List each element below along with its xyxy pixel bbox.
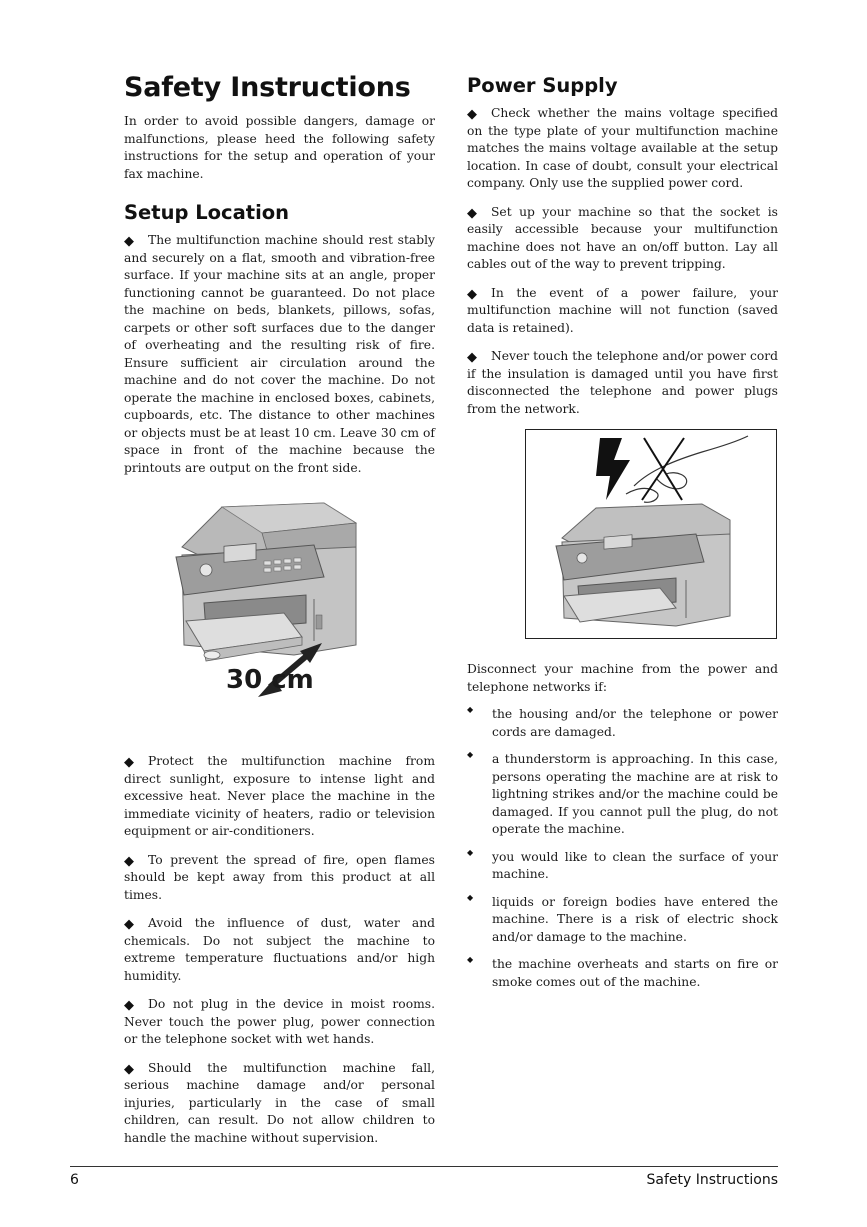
small-diamond-icon: ◆	[467, 705, 474, 714]
page-number: 6	[70, 1172, 79, 1188]
list-item	[467, 348, 778, 418]
bullet-text: Check whether the mains voltage specified on the type plate of your multifunction machine matches the mains voltage available at the setup location. In case of doubt, consult your electrical company. Only use the supplied power cord.	[467, 106, 778, 190]
diamond-bullet-icon: ◆	[124, 234, 134, 249]
sub-bullet-text: you would like to clean the surface of your machine.	[492, 849, 778, 881]
disconnect-intro: Disconnect your machine from the power and telephone networks if:	[467, 662, 778, 694]
diamond-bullet-icon: ◆	[124, 998, 134, 1013]
diamond-bullet-icon: ◆	[467, 107, 477, 122]
list-item	[124, 996, 435, 1049]
diamond-bullet-icon: ◆	[467, 350, 477, 365]
list-item	[467, 956, 778, 991]
sub-bullet-text: a thunderstorm is approaching. In this case, persons operating the machine are at risk to lightning strikes and/or the machine could be damaged. If you cannot pull the plug, do not operate the machine.	[492, 752, 778, 836]
footer-divider	[70, 1166, 778, 1167]
list-item	[467, 894, 778, 947]
sub-bullet-text: the housing and/or the telephone or power cords are damaged.	[492, 707, 778, 739]
lightning-bolt-icon	[596, 438, 630, 500]
list-item	[124, 232, 435, 477]
setup-location-heading: Setup Location	[124, 201, 290, 224]
sub-bullet-text: the machine overheats and starts on fire or smoke comes out of the machine.	[492, 957, 778, 989]
bullet-text: In the event of a power failure, your multifunction machine will not function (saved data is retained).	[467, 285, 778, 335]
lightning-printer-illustration	[526, 430, 776, 638]
list-item	[467, 105, 778, 193]
intro-paragraph: In order to avoid possible dangers, damage or malfunctions, please heed the following safety instructions for the setup and operation of your fax machine.	[124, 114, 435, 181]
bullet-text: Protect the multifunction machine from direct sunlight, exposure to intense light and excessive heat. Never place the machine in the immediate vicinity of heaters, radio or television equipment or air-conditioners.	[124, 754, 435, 838]
small-diamond-icon: ◆	[467, 955, 474, 964]
lightning-warning-figure	[525, 429, 777, 639]
bullet-text: The multifunction machine should rest stably and securely on a flat, smooth and vibration-free surface. If your machine sits at an angle, proper functioning cannot be guaranteed. Do not place the machine on beds, blankets, pillows, sofas, carpets or other soft surfaces due to the danger of overheating and the resulting risk of fire. Ensure sufficient air circulation around the machine and do not cover the machine. Do not operate the machine in enclosed boxes, cabinets, cupboards, etc. The distance to other machines or objects must be at least 10 cm. Leave 30 cm of space in front of the machine because the printouts are output on the front side.	[124, 233, 435, 475]
list-item	[467, 285, 778, 338]
small-diamond-icon: ◆	[467, 892, 474, 902]
page-title: Safety Instructions	[124, 72, 411, 103]
bullet-text: Should the multifunction machine fall, serious machine damage and/or personal injuries, particularly in the case of small children, can result. Do not allow children to handle the machine without supervision.	[124, 1060, 435, 1145]
printer-illustration	[124, 495, 435, 737]
list-item	[467, 204, 778, 274]
bullet-text: To prevent the spread of fire, open flames should be kept away from this product at all times.	[124, 852, 435, 902]
list-item	[467, 751, 778, 839]
list-item	[124, 852, 435, 905]
right-column	[467, 70, 778, 1001]
left-column	[124, 70, 435, 1158]
diamond-bullet-icon: ◆	[124, 1061, 134, 1077]
diamond-bullet-icon: ◆	[467, 286, 477, 302]
small-diamond-icon: ◆	[467, 847, 474, 857]
clearance-caption: 30 cm	[226, 665, 314, 695]
bullet-text: Set up your machine so that the socket is easily accessible because your multifunction machine does not have an on/off button. Lay all cables out of the way to prevent tripping.	[467, 204, 778, 271]
list-item	[124, 753, 435, 841]
list-item	[124, 1060, 435, 1148]
power-supply-heading: Power Supply	[467, 74, 618, 97]
diamond-bullet-icon: ◆	[124, 755, 134, 770]
diamond-bullet-icon: ◆	[124, 853, 134, 869]
bullet-text: Never touch the telephone and/or power cord if the insulation is damaged until you have first disconnected the telephone and power plugs from the network.	[467, 349, 778, 416]
bullet-text: Avoid the influence of dust, water and chemicals. Do not subject the machine to extreme temperature fluctuations and/or high humidity.	[124, 916, 435, 983]
list-item	[124, 915, 435, 985]
diamond-bullet-icon: ◆	[124, 917, 134, 932]
printer-clearance-figure	[124, 495, 435, 737]
sub-bullet-text: liquids or foreign bodies have entered the machine. There is a risk of electric shock and/or damage to the machine.	[492, 894, 778, 944]
bullet-text: Do not plug in the device in moist rooms. Never touch the power plug, power connection or the telephone socket with wet hands.	[124, 997, 435, 1046]
diamond-bullet-icon: ◆	[467, 205, 477, 221]
list-item	[467, 706, 778, 741]
list-item	[467, 849, 778, 884]
footer-section-title: Safety Instructions	[646, 1172, 778, 1188]
small-diamond-icon: ◆	[467, 750, 474, 759]
